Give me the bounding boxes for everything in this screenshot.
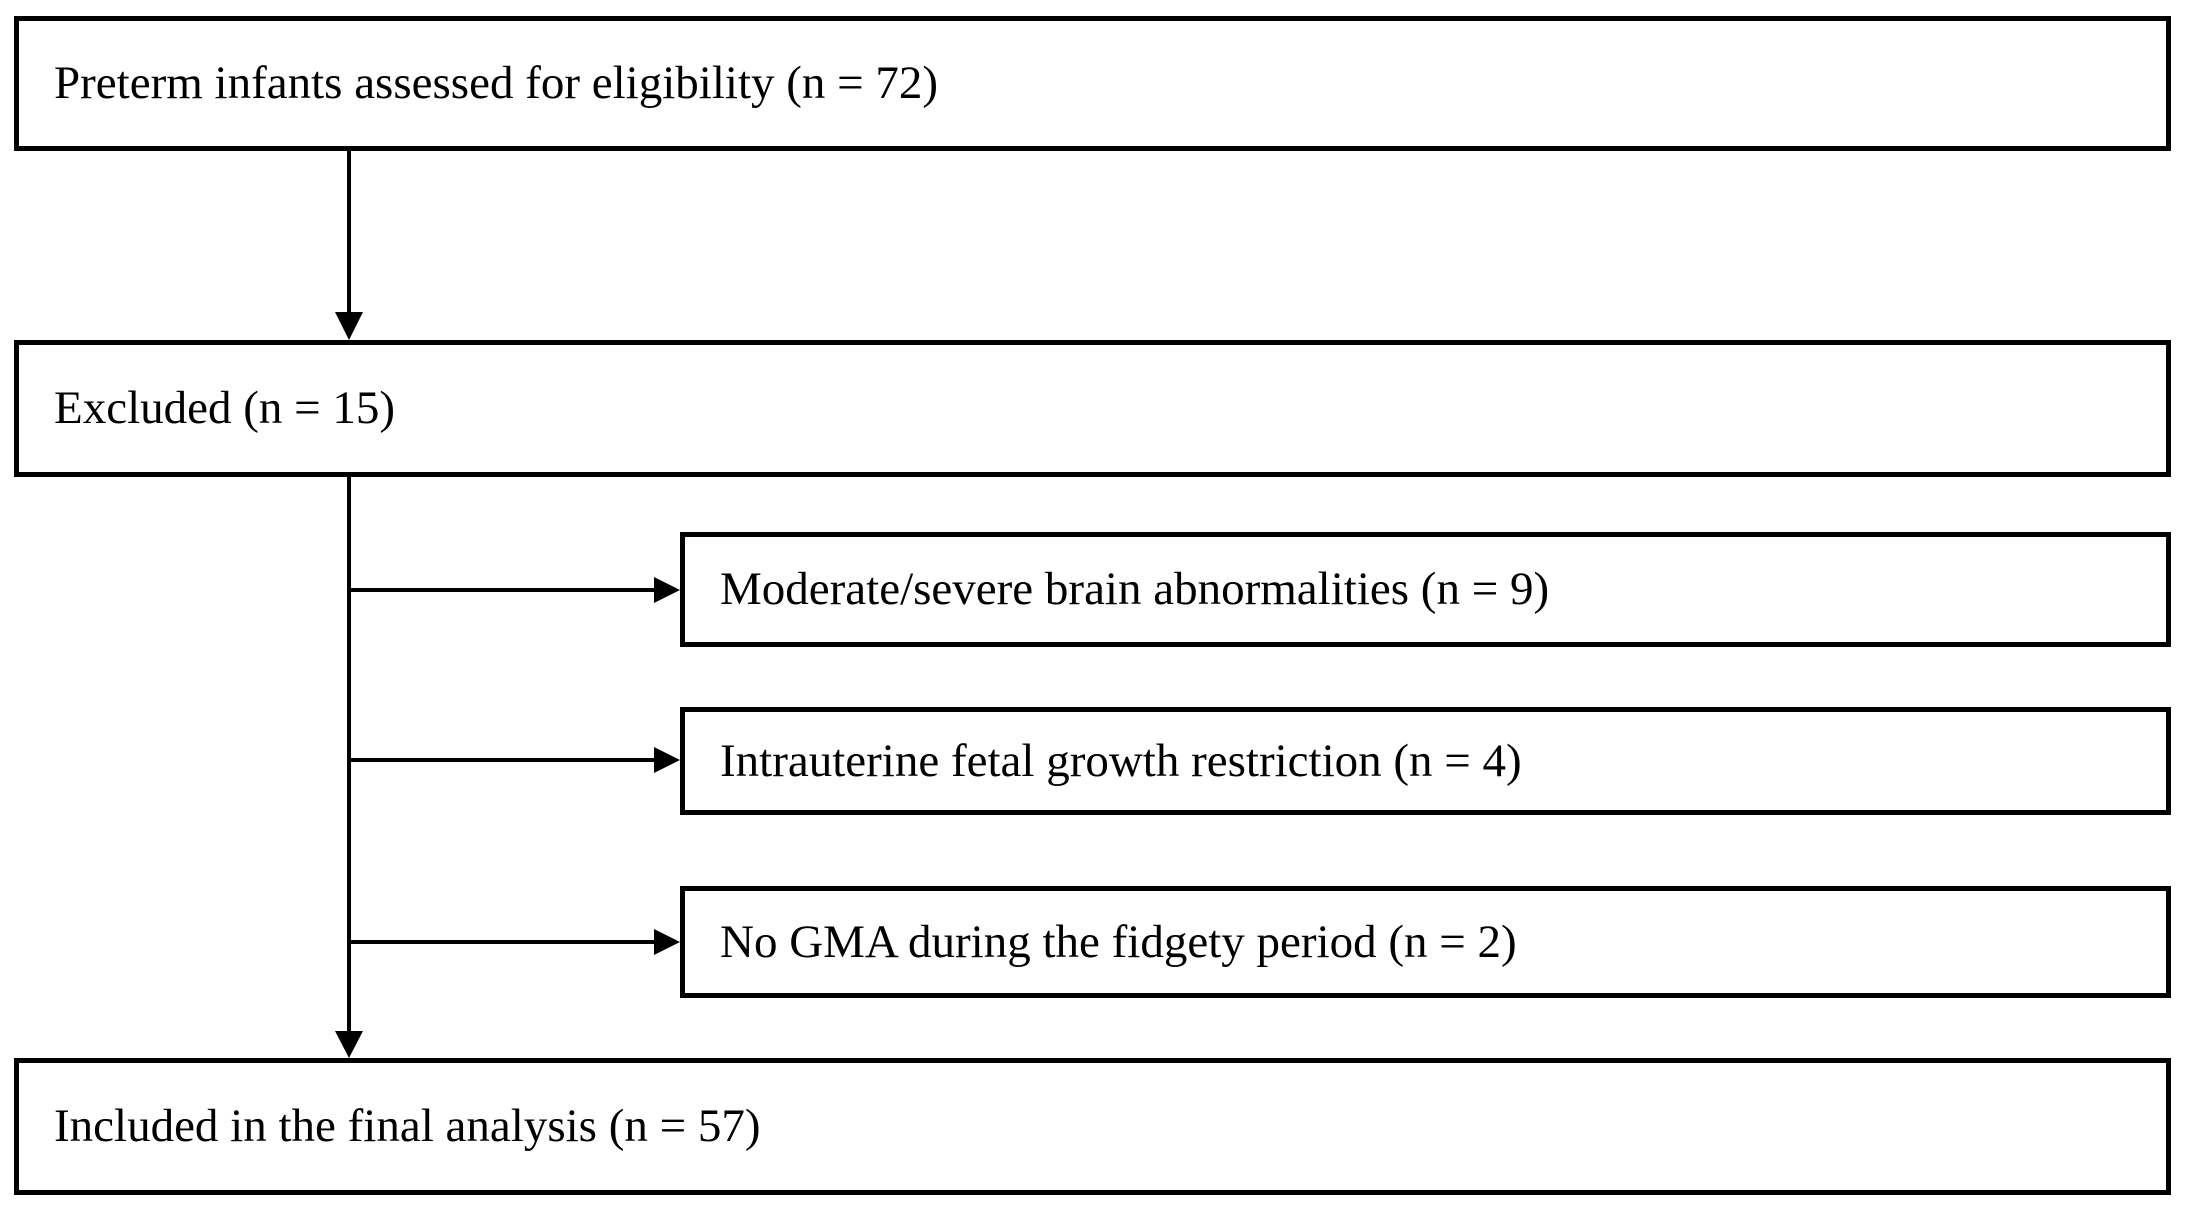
arrowhead-brain-abnormalities: [654, 577, 680, 603]
assessed-box: [14, 16, 2171, 151]
arrowhead-growth-restriction: [654, 747, 680, 773]
included-label: Included in the final analysis (n = 57): [54, 1100, 761, 1152]
exclusion-reason-brain-box: [680, 532, 2171, 647]
assessed-label: Preterm infants assessed for eligibility (n = 72): [54, 57, 939, 109]
included-box: [14, 1058, 2171, 1195]
exclusion-reason-label: No GMA during the fidgety period (n = 2): [720, 915, 1517, 968]
exclusion-reason-label: Intrauterine fetal growth restriction (n = 4): [720, 734, 1522, 787]
arrowhead-no-gma: [654, 929, 680, 955]
exclusion-reason-gma-box: [680, 886, 2171, 998]
excluded-box: [14, 340, 2171, 477]
exclusion-reason-growth-box: [680, 707, 2171, 815]
arrowhead-included: [335, 1031, 363, 1058]
exclusion-reason-label: Moderate/severe brain abnormalities (n = 9): [720, 563, 1550, 615]
arrowhead-excluded: [335, 312, 363, 340]
excluded-label: Excluded (n = 15): [54, 382, 396, 434]
